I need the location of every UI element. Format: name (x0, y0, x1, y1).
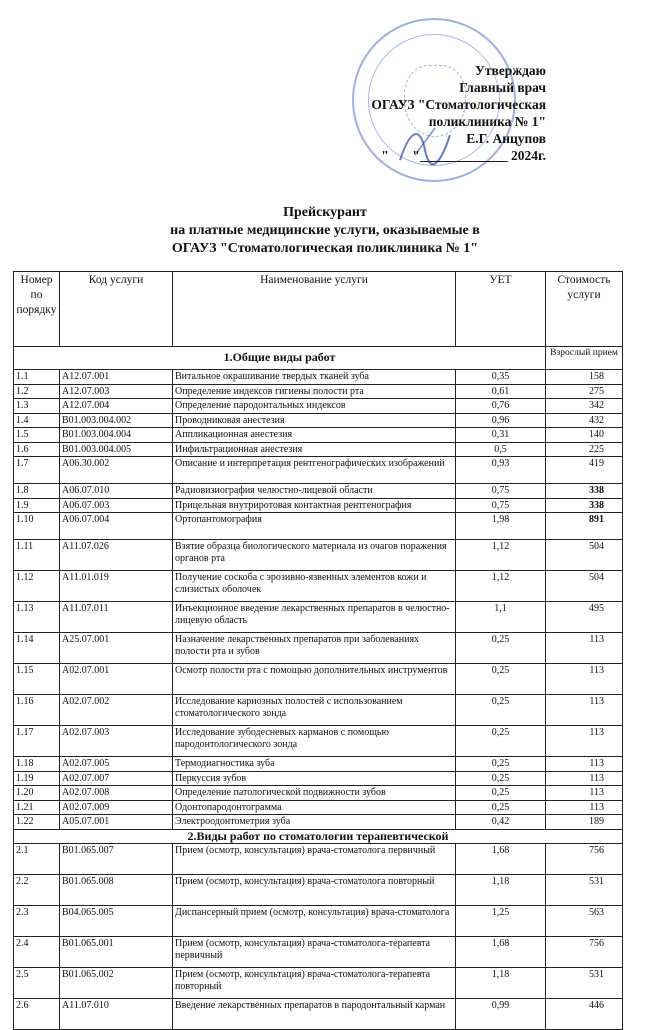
service-name: Аппликационная анестезия (173, 428, 456, 443)
table-row (14, 937, 623, 968)
service-code: B01.065.001 (60, 937, 173, 968)
service-uet: 1,12 (456, 571, 546, 602)
service-uet: 1,18 (456, 968, 546, 999)
table-row (14, 968, 623, 999)
header-uet: УЕТ (456, 272, 546, 347)
service-name: Получение соскоба с эрозивно-язвенных элементов кожи и слизистых оболочек (173, 571, 456, 602)
service-price: 891 (546, 513, 623, 540)
approval-line: Утверждаю (474, 63, 546, 78)
section-1-body (14, 347, 623, 830)
service-code: A02.07.003 (60, 726, 173, 757)
service-code: A11.07.010 (60, 999, 173, 1030)
service-uet: 0,5 (456, 442, 546, 457)
service-price: 113 (546, 633, 623, 664)
service-price: 158 (546, 370, 623, 385)
service-name: Прием (осмотр, консультация) врача-стоматолога-терапевта первичный (173, 937, 456, 968)
row-number: 1.11 (14, 540, 60, 571)
row-number: 1.17 (14, 726, 60, 757)
table-row (14, 999, 623, 1030)
service-uet: 0,99 (456, 999, 546, 1030)
service-name: Прием (осмотр, консультация) врача-стоматолога повторный (173, 875, 456, 906)
service-name: Радиовизиография челюстно-лицевой области (173, 484, 456, 499)
service-uet: 1,18 (456, 875, 546, 906)
header-price: Стоимость услуги (546, 272, 623, 347)
section-1-title: 1.Общие виды работ (14, 347, 546, 370)
row-number: 1.7 (14, 457, 60, 484)
service-name: Введение лекарственных препаратов в пародонтальный карман (173, 999, 456, 1030)
price-table-wrapper (13, 271, 622, 1030)
row-number: 1.10 (14, 513, 60, 540)
service-code: B01.003.004.002 (60, 413, 173, 428)
service-name: Прием (осмотр, консультация) врача-стоматолога первичный (173, 844, 456, 875)
service-code: A12.07.004 (60, 399, 173, 414)
row-number: 1.13 (14, 602, 60, 633)
service-price: 140 (546, 428, 623, 443)
row-number: 1.6 (14, 442, 60, 457)
service-name: Исследование кариозных полостей с использованием стоматологического зонда (173, 695, 456, 726)
service-price: 495 (546, 602, 623, 633)
price-table (13, 271, 623, 1030)
table-row (14, 399, 623, 414)
service-name: Определение патологической подвижности зубов (173, 786, 456, 801)
table-row (14, 800, 623, 815)
approval-block (371, 62, 546, 164)
table-row (14, 633, 623, 664)
service-uet: 0,25 (456, 757, 546, 772)
title-line-3: ОГАУЗ "Стоматологическая поликлиника № 1" (171, 241, 479, 256)
table-row (14, 384, 623, 399)
service-name: Инъекционное введение лекарственных препаратов в челюстно-лицевую область (173, 602, 456, 633)
service-code: B04.065.005 (60, 906, 173, 937)
service-code: B01.003.004.004 (60, 428, 173, 443)
header-number: Номер по порядку (14, 272, 60, 347)
service-code: A25.07.001 (60, 633, 173, 664)
table-row (14, 484, 623, 499)
row-number: 2.4 (14, 937, 60, 968)
row-number: 1.1 (14, 370, 60, 385)
row-number: 1.4 (14, 413, 60, 428)
service-uet: 0,61 (456, 384, 546, 399)
service-price: 432 (546, 413, 623, 428)
table-row (14, 413, 623, 428)
service-code: B01.003.004.005 (60, 442, 173, 457)
service-uet: 0,75 (456, 498, 546, 513)
table-row (14, 571, 623, 602)
row-number: 1.16 (14, 695, 60, 726)
service-price: 113 (546, 757, 623, 772)
service-name: Проводниковая анестезия (173, 413, 456, 428)
service-price: 504 (546, 540, 623, 571)
service-price: 756 (546, 937, 623, 968)
row-number: 2.3 (14, 906, 60, 937)
row-number: 2.1 (14, 844, 60, 875)
service-name: Описание и интерпретация рентгенографических изображений (173, 457, 456, 484)
service-name: Электроодонтометрия зуба (173, 815, 456, 830)
table-row (14, 442, 623, 457)
service-uet: 0,76 (456, 399, 546, 414)
header-name: Наименование услуги (173, 272, 456, 347)
title-line-1: Прейскурант (283, 205, 367, 220)
service-price: 504 (546, 571, 623, 602)
service-price: 531 (546, 968, 623, 999)
service-uet: 1,98 (456, 513, 546, 540)
service-uet: 0,25 (456, 633, 546, 664)
table-row (14, 906, 623, 937)
row-number: 2.2 (14, 875, 60, 906)
service-uet: 0,31 (456, 428, 546, 443)
table-row (14, 786, 623, 801)
service-code: A02.07.008 (60, 786, 173, 801)
service-code: A02.07.009 (60, 800, 173, 815)
table-row (14, 844, 623, 875)
service-uet: 0,25 (456, 726, 546, 757)
row-number: 1.12 (14, 571, 60, 602)
service-price: 419 (546, 457, 623, 484)
service-code: A02.07.005 (60, 757, 173, 772)
service-uet: 1,68 (456, 844, 546, 875)
service-code: A06.30.002 (60, 457, 173, 484)
service-name: Назначение лекарственных препаратов при заболеваниях полости рта и зубов (173, 633, 456, 664)
row-number: 1.9 (14, 498, 60, 513)
service-price: 342 (546, 399, 623, 414)
service-name: Ортопантомография (173, 513, 456, 540)
service-name: Взятие образца биологического материала из очагов поражения органов рта (173, 540, 456, 571)
service-uet: 0,35 (456, 370, 546, 385)
service-code: A11.07.026 (60, 540, 173, 571)
service-uet: 0,93 (456, 457, 546, 484)
table-row (14, 370, 623, 385)
row-number: 1.8 (14, 484, 60, 499)
service-name: Определение индексов гигиены полости рта (173, 384, 456, 399)
section-1-note: Взрослый прием (546, 347, 623, 370)
service-price: 531 (546, 875, 623, 906)
service-price: 189 (546, 815, 623, 830)
table-row (14, 771, 623, 786)
approval-line: ОГАУЗ "Стоматологическая (371, 97, 546, 112)
service-name: Прием (осмотр, консультация) врача-стоматолога-терапевта повторный (173, 968, 456, 999)
row-number: 1.18 (14, 757, 60, 772)
row-number: 1.5 (14, 428, 60, 443)
table-row (14, 513, 623, 540)
approval-line: Главный врач (459, 80, 546, 95)
row-number: 1.2 (14, 384, 60, 399)
service-name: Перкуссия зубов (173, 771, 456, 786)
service-name: Одонтопародонтограмма (173, 800, 456, 815)
service-code: A05.07.001 (60, 815, 173, 830)
table-row (14, 757, 623, 772)
service-code: A12.07.001 (60, 370, 173, 385)
row-number: 2.6 (14, 999, 60, 1030)
service-name: Диспансерный прием (осмотр, консультация) врача-стоматолога (173, 906, 456, 937)
table-row (14, 540, 623, 571)
service-uet: 0,75 (456, 484, 546, 499)
service-name: Определение пародонтальных индексов (173, 399, 456, 414)
service-name: Прицельная внутриротовая контактная рентгенография (173, 498, 456, 513)
section-1-header (14, 347, 623, 370)
service-price: 338 (546, 498, 623, 513)
service-uet: 0,25 (456, 800, 546, 815)
service-price: 113 (546, 695, 623, 726)
service-name: Термодиагностика зуба (173, 757, 456, 772)
document-title (0, 204, 650, 258)
approval-line: Е.Г. Анцупов (466, 131, 546, 146)
row-number: 1.3 (14, 399, 60, 414)
service-uet: 0,96 (456, 413, 546, 428)
row-number: 1.15 (14, 664, 60, 695)
table-row (14, 815, 623, 830)
approval-line: поликлиника № 1" (428, 114, 546, 129)
service-code: B01.065.007 (60, 844, 173, 875)
service-uet: 0,25 (456, 695, 546, 726)
table-row (14, 457, 623, 484)
service-code: A02.07.002 (60, 695, 173, 726)
service-uet: 0,25 (456, 786, 546, 801)
service-code: B01.065.002 (60, 968, 173, 999)
service-uet: 1,68 (456, 937, 546, 968)
row-number: 2.5 (14, 968, 60, 999)
service-name: Инфильтрационная анестезия (173, 442, 456, 457)
row-number: 1.14 (14, 633, 60, 664)
table-row (14, 428, 623, 443)
service-code: A06.07.004 (60, 513, 173, 540)
service-price: 756 (546, 844, 623, 875)
row-number: 1.21 (14, 800, 60, 815)
service-code: A11.01.019 (60, 571, 173, 602)
service-code: A02.07.007 (60, 771, 173, 786)
service-price: 113 (546, 800, 623, 815)
service-price: 113 (546, 726, 623, 757)
section-2-body (14, 829, 623, 1030)
table-row (14, 602, 623, 633)
service-price: 113 (546, 786, 623, 801)
service-name: Витальное окрашивание твердых тканей зуба (173, 370, 456, 385)
row-number: 1.20 (14, 786, 60, 801)
row-number: 1.22 (14, 815, 60, 830)
table-row (14, 875, 623, 906)
service-price: 225 (546, 442, 623, 457)
service-code: A11.07.011 (60, 602, 173, 633)
section-2-header (14, 829, 623, 844)
approval-line: " "_____________ 2024г. (381, 148, 546, 163)
table-row (14, 726, 623, 757)
service-price: 113 (546, 771, 623, 786)
table-row (14, 695, 623, 726)
service-uet: 1,12 (456, 540, 546, 571)
service-uet: 0,25 (456, 771, 546, 786)
table-row (14, 664, 623, 695)
service-code: A12.07.003 (60, 384, 173, 399)
service-code: B01.065.008 (60, 875, 173, 906)
table-header-row (14, 272, 623, 347)
service-price: 563 (546, 906, 623, 937)
service-name: Исследование зубодесневых карманов с помощью пародонтологического зонда (173, 726, 456, 757)
title-line-2: на платные медицинские услуги, оказываемые в (170, 223, 480, 238)
row-number: 1.19 (14, 771, 60, 786)
service-price: 275 (546, 384, 623, 399)
service-price: 113 (546, 664, 623, 695)
service-code: A06.07.010 (60, 484, 173, 499)
section-2-title: 2.Виды работ по стоматологии терапевтической (14, 829, 623, 844)
header-code: Код услуги (60, 272, 173, 347)
service-uet: 1,1 (456, 602, 546, 633)
service-uet: 0,42 (456, 815, 546, 830)
table-row (14, 498, 623, 513)
service-name: Осмотр полости рта с помощью дополнительных инструментов (173, 664, 456, 695)
service-code: A02.07.001 (60, 664, 173, 695)
service-uet: 1,25 (456, 906, 546, 937)
service-code: A06.07.003 (60, 498, 173, 513)
service-price: 338 (546, 484, 623, 499)
service-uet: 0,25 (456, 664, 546, 695)
service-price: 446 (546, 999, 623, 1030)
